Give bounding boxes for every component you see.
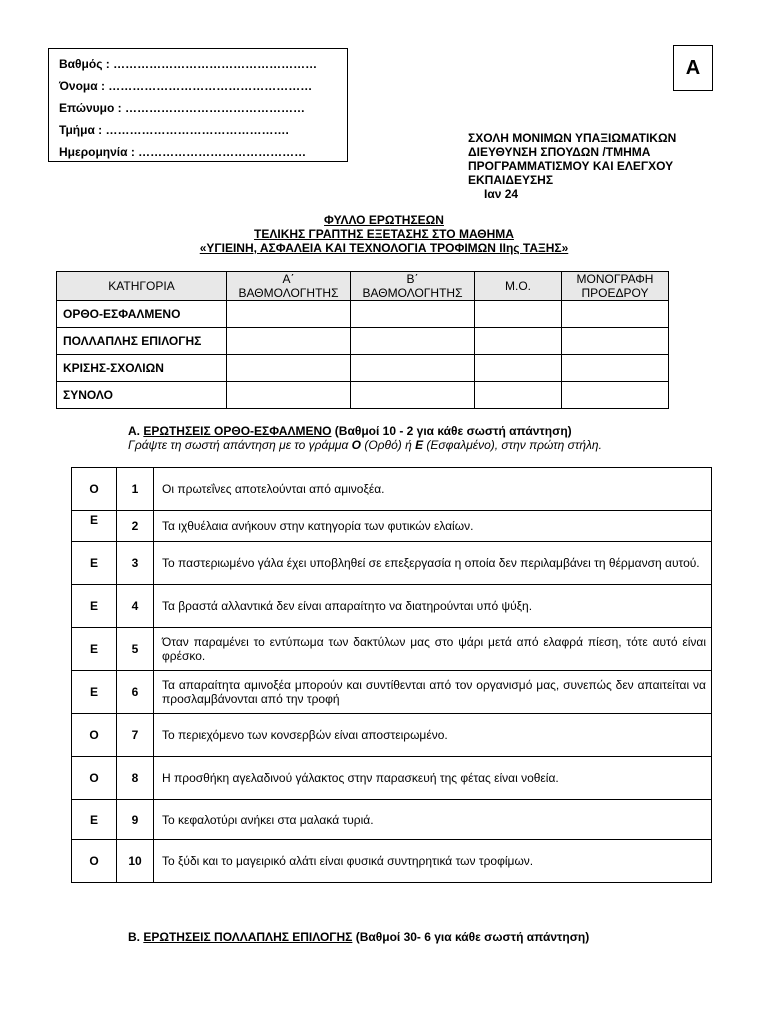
answer-cell[interactable]: Ε bbox=[72, 628, 117, 671]
question-row bbox=[72, 671, 712, 714]
question-text: Το κεφαλοτύρι ανήκει στα μαλακά τυριά. bbox=[154, 800, 712, 840]
score-cell-average[interactable] bbox=[475, 355, 562, 382]
school-header bbox=[468, 131, 748, 201]
school-line-3: ΠΡΟΓΡΑΜΜΑΤΙΣΜΟΥ ΚΑΙ ΕΛΕΓΧΟΥ bbox=[468, 159, 674, 173]
section-a-title-line bbox=[128, 424, 602, 438]
question-number: 8 bbox=[117, 757, 154, 800]
title-line-1: ΦΥΛΛΟ ΕΡΩΤΗΣΕΩΝ bbox=[324, 213, 444, 227]
question-number: 4 bbox=[117, 585, 154, 628]
question-text: Τα βραστά αλλαντικά δεν είναι απαραίτητο να διατηρούνται υπό ψύξη. bbox=[154, 585, 712, 628]
score-row-category: ΚΡΙΣΗΣ-ΣΧΟΛΙΩΝ bbox=[57, 355, 227, 382]
question-row bbox=[72, 800, 712, 840]
question-number: 6 bbox=[117, 671, 154, 714]
score-cell-average[interactable] bbox=[475, 382, 562, 409]
header-grader-a bbox=[227, 272, 351, 301]
header-grader-a-line-2: ΒΑΘΜΟΛΟΓΗΤΗΣ bbox=[238, 286, 339, 300]
title-line-3: «ΥΓΙΕΙΝΗ, ΑΣΦΑΛΕΙΑ ΚΑΙ ΤΕΧΝΟΛΟΓΙΑ ΤΡΟΦΙΜΩΝ ΙΙης ΤΑΞΗΣ» bbox=[199, 241, 569, 255]
question-row bbox=[72, 714, 712, 757]
question-text: Όταν παραμένει το εντύπωμα των δακτύλων μας στο ψάρι μετά από ελαφρά πίεση, τότε αυτό είναι φρέσκο. bbox=[154, 628, 712, 671]
true-false-questions-table bbox=[71, 467, 712, 883]
question-text: Οι πρωτεΐνες αποτελούνται από αμινοξέα. bbox=[154, 468, 712, 511]
score-cell-grader-a[interactable] bbox=[227, 328, 351, 355]
question-row bbox=[72, 542, 712, 585]
section-b-prefix: Β. bbox=[128, 930, 144, 944]
answer-cell[interactable]: Ε bbox=[72, 542, 117, 585]
score-row bbox=[57, 328, 669, 355]
exam-version-box bbox=[673, 45, 713, 91]
header-president-line-2: ΠΡΟΕΔΡΟΥ bbox=[581, 286, 649, 300]
section-a-title: ΕΡΩΤΗΣΕΙΣ ΟΡΘΟ-ΕΣΦΑΛΜΕΝΟ bbox=[143, 424, 332, 438]
exam-version-label: Α bbox=[685, 56, 701, 79]
score-cell-grader-a[interactable] bbox=[227, 382, 351, 409]
date-field[interactable]: Ημερομηνία : …………………………………… bbox=[59, 145, 307, 159]
score-row bbox=[57, 301, 669, 328]
school-line-4: ΕΚΠΑΙΔΕΥΣΗΣ bbox=[468, 173, 554, 187]
question-text: Η προσθήκη αγελαδινού γάλακτος στην παρασκευή της φέτας είναι νοθεία. bbox=[154, 757, 712, 800]
question-row bbox=[72, 468, 712, 511]
answer-cell[interactable]: Ο bbox=[72, 840, 117, 883]
question-row bbox=[72, 511, 712, 542]
header-grader-a-line-1: Α΄ bbox=[282, 272, 295, 286]
score-row-category: ΠΟΛΛΑΠΛΗΣ ΕΠΙΛΟΓΗΣ bbox=[57, 328, 227, 355]
header-average: Μ.Ο. bbox=[475, 272, 562, 301]
answer-cell[interactable]: Ο bbox=[72, 468, 117, 511]
instructions-letter-e: Ε bbox=[415, 438, 424, 452]
section-a-header bbox=[128, 424, 602, 452]
section-a-prefix: Α. bbox=[128, 424, 144, 438]
score-row bbox=[57, 355, 669, 382]
section-a-points: (Βαθμοί 10 - 2 για κάθε σωστή απάντηση) bbox=[331, 424, 572, 438]
answer-cell[interactable]: Ε bbox=[72, 800, 117, 840]
score-cell-grader-a[interactable] bbox=[227, 355, 351, 382]
header-grader-b-line-2: ΒΑΘΜΟΛΟΓΗΤΗΣ bbox=[362, 286, 463, 300]
section-b-points: (Βαθμοί 30- 6 για κάθε σωστή απάντηση) bbox=[352, 930, 590, 944]
question-text: Τα ιχθυέλαια ανήκουν στην κατηγορία των φυτικών ελαίων. bbox=[154, 511, 712, 542]
school-line-2: ΔΙΕΥΘΥΝΣΗ ΣΠΟΥΔΩΝ /ΤΜΗΜΑ bbox=[468, 145, 651, 159]
question-number: 10 bbox=[117, 840, 154, 883]
question-row bbox=[72, 840, 712, 883]
answer-cell[interactable]: Ο bbox=[72, 757, 117, 800]
exam-date: Ιαν 24 bbox=[484, 187, 519, 201]
question-row bbox=[72, 757, 712, 800]
score-cell-grader-b[interactable] bbox=[351, 382, 475, 409]
answer-cell[interactable]: Ε bbox=[72, 671, 117, 714]
header-grader-b bbox=[351, 272, 475, 301]
score-cell-president[interactable] bbox=[562, 301, 669, 328]
question-number: 1 bbox=[117, 468, 154, 511]
department-field[interactable]: Τμήμα : ………………………………………. bbox=[59, 123, 289, 137]
question-number: 5 bbox=[117, 628, 154, 671]
question-row bbox=[72, 585, 712, 628]
question-text: Το περιεχόμενο των κονσερβών είναι αποστειρωμένο. bbox=[154, 714, 712, 757]
title-line-2: ΤΕΛΙΚΗΣ ΓΡΑΠΤΗΣ ΕΞΕΤΑΣΗΣ ΣΤΟ ΜΑΘΗΜΑ bbox=[254, 227, 514, 241]
first-name-field[interactable]: Όνομα : …………………………………………… bbox=[59, 79, 313, 93]
header-category: ΚΑΤΗΓΟΡΙΑ bbox=[57, 272, 227, 301]
answer-cell[interactable]: Ε bbox=[72, 585, 117, 628]
question-text: Το παστεριωμένο γάλα έχει υποβληθεί σε επεξεργασία η οποία δεν περιλαμβάνει τη θέρμανση αυτού. bbox=[154, 542, 712, 585]
score-cell-president[interactable] bbox=[562, 382, 669, 409]
question-number: 9 bbox=[117, 800, 154, 840]
student-info-box bbox=[48, 48, 348, 162]
section-a-instructions bbox=[128, 438, 602, 452]
score-cell-president[interactable] bbox=[562, 328, 669, 355]
instructions-text-3: (Εσφαλμένο), στην πρώτη στήλη. bbox=[423, 438, 602, 452]
question-text: Το ξύδι και το μαγειρικό αλάτι είναι φυσικά συντηρητικά των τροφίμων. bbox=[154, 840, 712, 883]
score-row bbox=[57, 382, 669, 409]
score-cell-grader-b[interactable] bbox=[351, 355, 475, 382]
score-cell-average[interactable] bbox=[475, 328, 562, 355]
answer-cell[interactable]: Ο bbox=[72, 714, 117, 757]
question-number: 2 bbox=[117, 511, 154, 542]
section-b-title: ΕΡΩΤΗΣΕΙΣ ΠΟΛΛΑΠΛΗΣ ΕΠΙΛΟΓΗΣ bbox=[143, 930, 353, 944]
score-cell-president[interactable] bbox=[562, 355, 669, 382]
score-row-category: ΟΡΘΟ-ΕΣΦΑΛΜΕΝΟ bbox=[57, 301, 227, 328]
score-cell-grader-b[interactable] bbox=[351, 301, 475, 328]
score-table-header bbox=[57, 272, 669, 301]
question-text: Τα απαραίτητα αμινοξέα μπορούν και συντίθενται από τον οργανισμό μας, συνεπώς δεν απαιτείται να προσλαμβάνονται από την τροφή bbox=[154, 671, 712, 714]
header-president bbox=[562, 272, 669, 301]
grade-field[interactable]: Βαθμός : …………………………………………… bbox=[59, 57, 318, 71]
question-row bbox=[72, 628, 712, 671]
last-name-field[interactable]: Επώνυμο : ……………………………………… bbox=[59, 101, 305, 115]
sheet-title bbox=[0, 213, 768, 255]
score-cell-grader-b[interactable] bbox=[351, 328, 475, 355]
instructions-letter-o: Ο bbox=[351, 438, 362, 452]
header-president-line-1: ΜΟΝΟΓΡΑΦΗ bbox=[576, 272, 654, 286]
section-b-header bbox=[128, 930, 589, 944]
school-line-1: ΣΧΟΛΗ ΜΟΝΙΜΩΝ ΥΠΑΞΙΩΜΑΤΙΚΩΝ bbox=[468, 131, 677, 145]
question-number: 7 bbox=[117, 714, 154, 757]
score-table bbox=[56, 271, 669, 409]
answer-cell[interactable]: Ε bbox=[72, 511, 117, 542]
instructions-text-1: Γράψτε τη σωστή απάντηση με το γράμμα bbox=[128, 438, 352, 452]
score-cell-grader-a[interactable] bbox=[227, 301, 351, 328]
score-cell-average[interactable] bbox=[475, 301, 562, 328]
score-row-category: ΣΥΝΟΛΟ bbox=[57, 382, 227, 409]
header-grader-b-line-1: Β΄ bbox=[406, 272, 419, 286]
instructions-text-2: (Ορθό) ή bbox=[361, 438, 416, 452]
question-number: 3 bbox=[117, 542, 154, 585]
